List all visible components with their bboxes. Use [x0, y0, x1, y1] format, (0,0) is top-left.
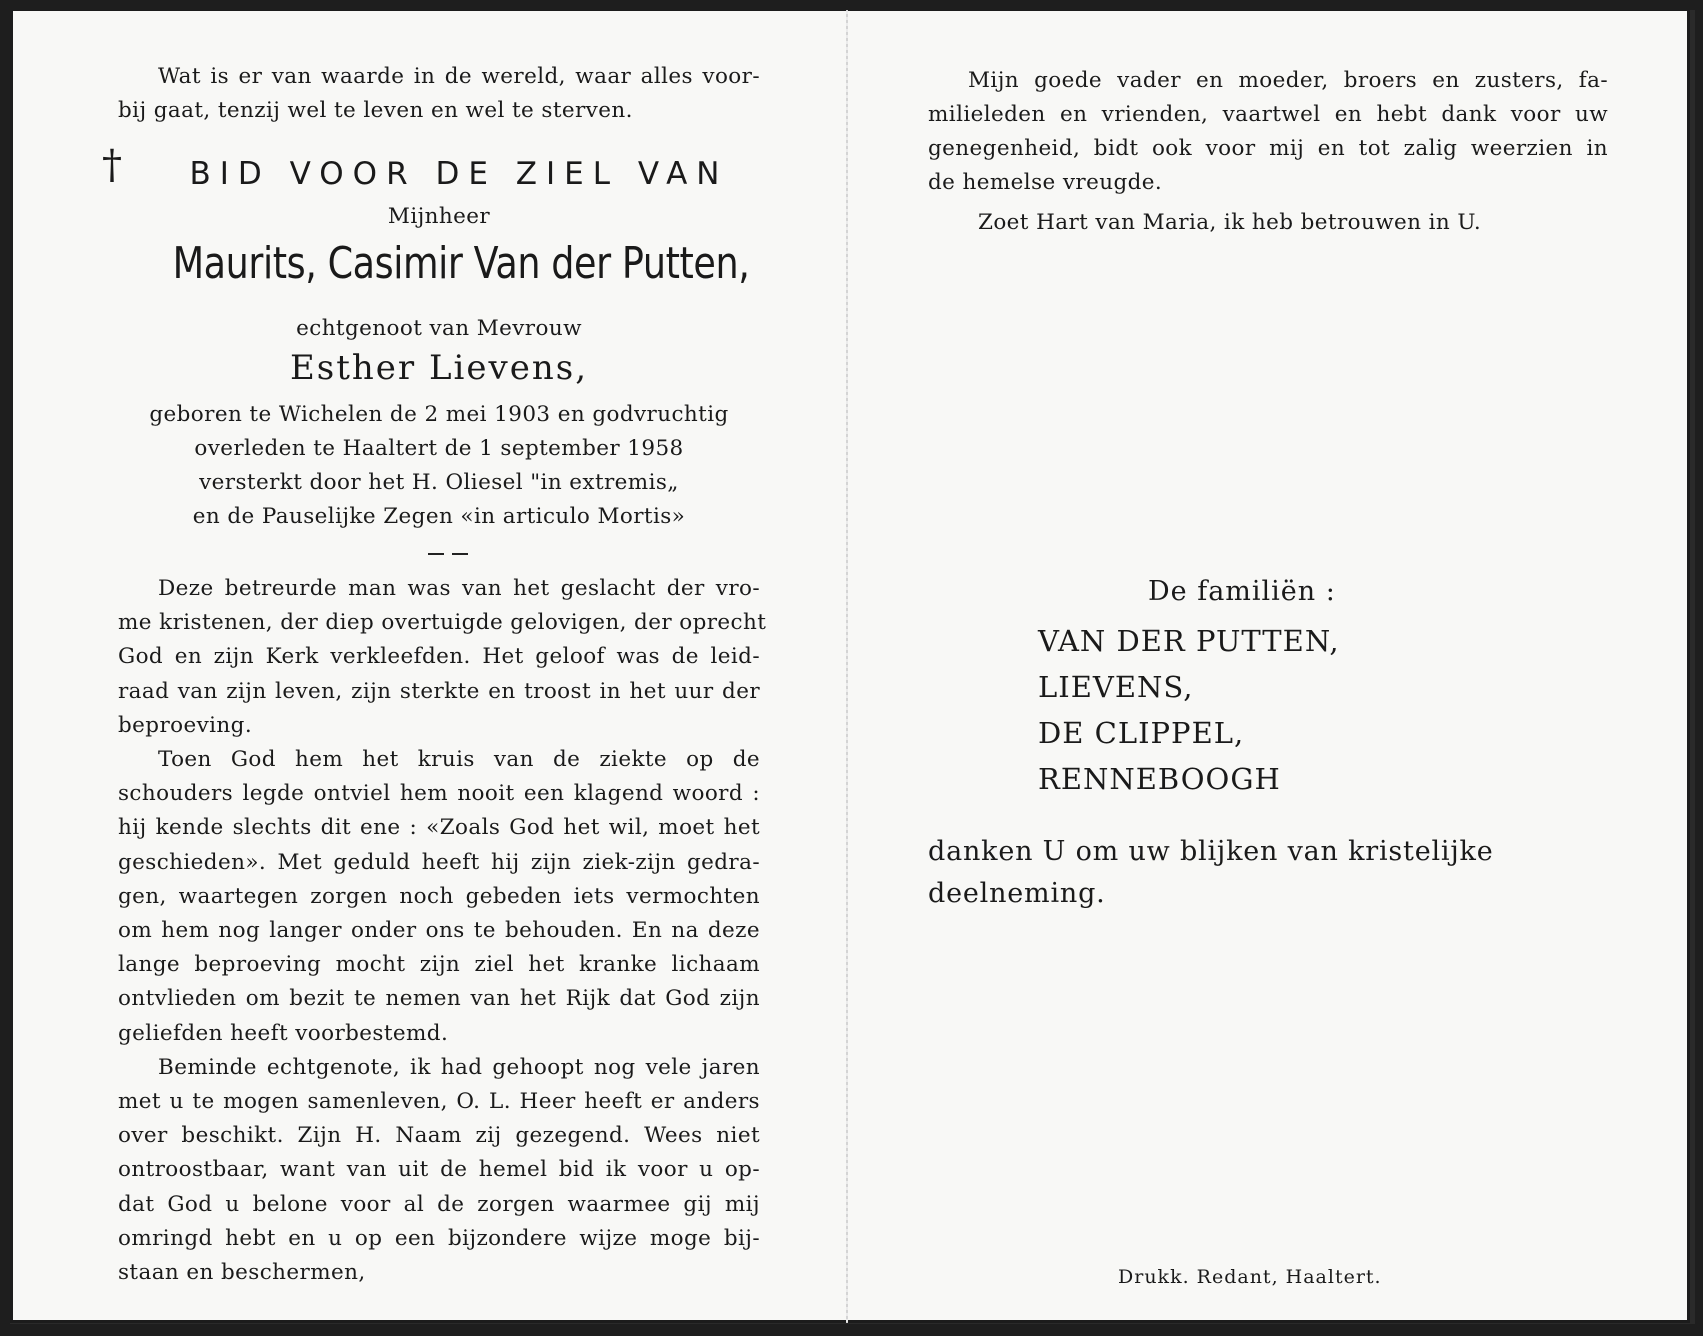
- farewell-line: de hemelse vreugde.: [928, 170, 1163, 195]
- paragraph-line: geliefden heeft voorbestemd.: [118, 1020, 449, 1046]
- farewell-line: genegenheid, bidt ook voor mij en tot zalig weerzien in: [928, 136, 1608, 161]
- paragraph-line: met u te mogen samenleven, O. L. Heer heeft er anders: [118, 1089, 760, 1114]
- paragraph-line: Toen God hem het kruis van de ziekte op de: [158, 747, 760, 772]
- detail-line: en de Pauselijke Zegen «in articulo Mortis»: [192, 504, 686, 529]
- paragraph-line: over beschikt. Zijn H. Naam zij gezegend. Wees niet: [118, 1123, 760, 1149]
- family-name: VAN DER PUTTEN,: [1038, 624, 1340, 658]
- detail-line: geboren te Wichelen de 2 mei 1903 en godvruchtig: [149, 402, 729, 427]
- paragraph-line: omringd hebt en u op een bijzondere wijze moge bij-: [118, 1225, 760, 1251]
- paragraph-line: ontroostbaar, want van uit de hemel bid ik voor u op-: [118, 1157, 760, 1183]
- paragraph-line: hij kende slechts dit ene : «Zoals God het wil, moet het: [118, 815, 760, 841]
- paragraph-line: beproeving.: [118, 712, 253, 738]
- family-name: LIEVENS,: [1038, 670, 1194, 704]
- paragraph-line: Beminde echtgenote, ik had gehoopt nog vele jaren: [158, 1054, 760, 1080]
- family-name: DE CLIPPEL,: [1038, 716, 1245, 750]
- paragraph-line: ontvlieden om bezit te nemen van het Rijk dat God zijn: [118, 986, 760, 1012]
- detail-line: versterkt door het H. Oliesel "in extremis„: [199, 470, 679, 495]
- paragraph-line: schouders legde ontviel hem nooit een klagend woord :: [118, 781, 760, 807]
- paragraph-line: Deze betreurde man was van het geslacht der vro-: [158, 576, 760, 601]
- opening-line: Wat is er van waarde in de wereld, waar alles voor-: [158, 64, 760, 89]
- paragraph-line: lange beproeving mocht zijn ziel het kranke lichaam: [118, 952, 760, 978]
- farewell-line: milieleden en vrienden, vaartwel en hebt dank voor uw: [928, 102, 1608, 127]
- paragraph-line: staan en beschermen,: [118, 1260, 366, 1285]
- paragraph-line: om hem nog langer onder ons te behouden. En na deze: [118, 918, 760, 943]
- paragraph-line: dat God u belone voor al de zorgen waarmee gij mij: [118, 1191, 760, 1217]
- paragraph-line: geschieden». Met geduld heeft hij zijn ziek-zijn gedra-: [118, 849, 760, 875]
- thanks-line: deelneming.: [928, 878, 1106, 909]
- opening-line: bij gaat, tenzij wel te leven en wel te sterven.: [118, 98, 633, 123]
- spouse-name: Esther Lievens,: [289, 348, 589, 388]
- family-name: RENNEBOOGH: [1038, 762, 1281, 796]
- heading: BID VOOR DE ZIEL VAN: [189, 156, 729, 192]
- printer-imprint: Drukk. Redant, Haaltert.: [1118, 1266, 1382, 1288]
- detail-line: overleden te Haaltert de 1 september 1958: [194, 436, 684, 461]
- paragraph-line: gen, waartegen zorgen noch gebeden iets vermochten: [118, 883, 760, 909]
- prayer: Zoet Hart van Maria, ik heb betrouwen in U.: [978, 210, 1482, 235]
- families-intro: De familiën :: [1148, 576, 1336, 607]
- thanks-line: danken U om uw blijken van kristelijke: [928, 836, 1494, 867]
- separator: [428, 553, 468, 555]
- paragraph-line: me kristenen, der diep overtuigde gelovigen, der oprecht: [118, 610, 767, 636]
- paragraph-line: God en zijn Kerk verkleefden. Het geloof was de leid-: [118, 644, 760, 670]
- farewell-line: Mijn goede vader en moeder, broers en zusters, fa-: [968, 68, 1608, 93]
- fold-line: [846, 8, 848, 1323]
- spouse-intro: echtgenoot van Mevrouw: [296, 316, 582, 341]
- paragraph-line: raad van zijn leven, zijn sterkte en troost in het uur der: [118, 678, 760, 704]
- honorific: Mijnheer: [387, 204, 491, 229]
- deceased-name: Maurits, Casimir Van der Putten,: [172, 238, 750, 289]
- cross-icon: †: [102, 142, 122, 188]
